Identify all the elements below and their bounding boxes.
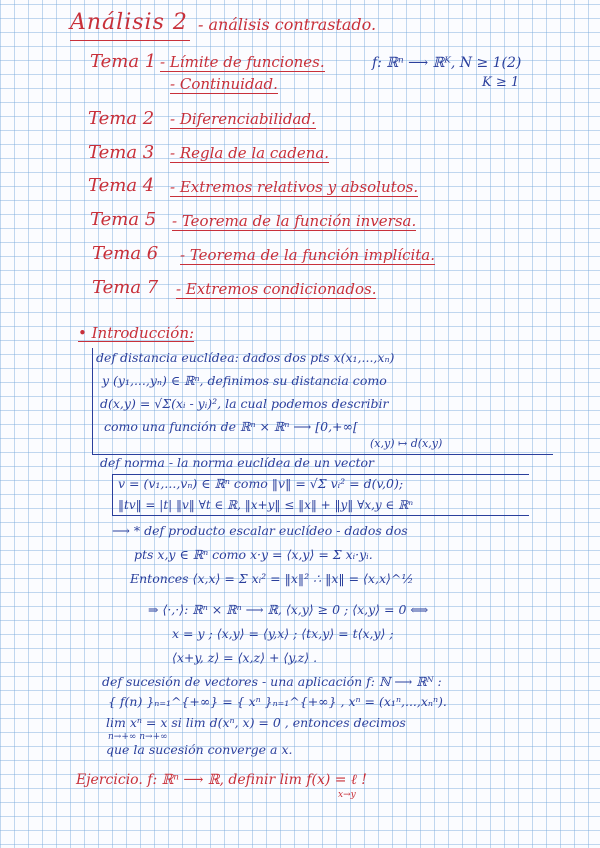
- def-distance-line-2: y (y₁,...,yₙ) ∈ ℝⁿ, definimos su distancia como: [102, 373, 387, 388]
- def-producto-line-4: ⇒ ⟨·,·⟩: ℝⁿ × ℝⁿ ⟶ ℝ, ⟨x,y⟩ ≥ 0 ; ⟨x,y⟩ = 0 ⟺: [148, 602, 429, 617]
- def-sucesion-line-5: que la sucesión converge a x.: [106, 742, 293, 757]
- topic-note2-1: K ≥ 1: [482, 75, 520, 90]
- page-title: Análisis 2: [70, 10, 188, 35]
- def-distance-line-1: def distancia euclídea: dados dos pts x(x₁,...,xₙ): [96, 350, 395, 365]
- topic-extra-1: - Continuidad.: [170, 75, 278, 93]
- topic-text-4: - Extremos relativos y absolutos.: [170, 178, 419, 196]
- def-sucesion-line-4: n→+∞ n→+∞: [108, 732, 168, 742]
- topic-label-2: Tema 2: [88, 108, 155, 129]
- topic-note-1: f: ℝⁿ ⟶ ℝᴷ, N ≥ 1(2): [372, 55, 522, 71]
- topic-label-4: Tema 4: [88, 175, 155, 196]
- page-subtitle: - análisis contrastado.: [198, 15, 377, 34]
- topic-text-3: - Regla de la cadena.: [170, 144, 330, 162]
- topic-label-7: Tema 7: [92, 277, 159, 298]
- def-producto-line-6: ⟨x+y, z⟩ = ⟨x,z⟩ + ⟨y,z⟩ .: [172, 650, 318, 665]
- def-norma-line-3: ‖tv‖ = |t| ‖v‖ ∀t ∈ ℝ, ‖x+y‖ ≤ ‖x‖ + ‖y‖ ∀x,y ∈ ℝⁿ: [118, 498, 414, 512]
- topic-text-7: - Extremos condicionados.: [176, 280, 377, 298]
- def-sucesion-line-2: { f(n) }ₙ₌₁^{+∞} = { xⁿ }ₙ₌₁^{+∞} , xⁿ = (x₁ⁿ,...,xₙⁿ).: [108, 694, 447, 709]
- def-producto-line-1: ⟶ * def producto escalar euclídeo - dados dos: [112, 523, 408, 538]
- def-distance-line-3: d(x,y) = √Σ(xᵢ - yᵢ)², la cual podemos describir: [100, 396, 389, 411]
- topic-label-5: Tema 5: [90, 209, 157, 230]
- def-distance-line-4: como una función de ℝⁿ × ℝⁿ ⟶ [0,+∞[: [104, 419, 358, 434]
- topic-label-1: Tema 1: [90, 51, 157, 72]
- intro-heading: • Introducción:: [78, 324, 195, 342]
- def-sucesion-line-1: def sucesión de vectores - una aplicación f: ℕ ⟶ ℝᴺ :: [102, 674, 442, 689]
- def-distance-line-5: (x,y) ↦ d(x,y): [370, 437, 443, 450]
- def-producto-line-3: Entonces ⟨x,x⟩ = Σ xᵢ² = ‖x‖² ∴ ‖x‖ = ⟨x,x⟩^½: [130, 571, 414, 586]
- exercise-sub: x→y: [338, 790, 356, 800]
- topic-text-6: - Teorema de la función implícita.: [180, 246, 436, 264]
- topic-text-5: - Teorema de la función inversa.: [172, 212, 417, 230]
- def-sucesion-line-3: lim xⁿ = x si lim d(xⁿ, x) = 0 , entonces decimos: [106, 715, 406, 730]
- topic-text-2: - Diferenciabilidad.: [170, 110, 316, 128]
- exercise-text: Ejercicio. f: ℝⁿ ⟶ ℝ, definir lim f(x) = ℓ !: [76, 772, 367, 788]
- title-underline: [70, 40, 190, 41]
- topic-label-6: Tema 6: [92, 243, 159, 264]
- def-norma-line-1: def norma - la norma euclídea de un vector: [100, 455, 374, 470]
- topic-text-1: - Límite de funciones.: [160, 53, 325, 71]
- def-producto-line-5: x = y ; ⟨x,y⟩ = ⟨y,x⟩ ; ⟨tx,y⟩ = t⟨x,y⟩ ;: [172, 626, 394, 641]
- def-norma-line-2: v = (v₁,...,vₙ) ∈ ℝⁿ como ‖v‖ = √Σ vᵢ² = d(v,0);: [118, 476, 404, 491]
- def-producto-line-2: pts x,y ∈ ℝⁿ como x·y = ⟨x,y⟩ = Σ xᵢ·yᵢ.: [134, 547, 373, 562]
- topic-label-3: Tema 3: [88, 142, 155, 163]
